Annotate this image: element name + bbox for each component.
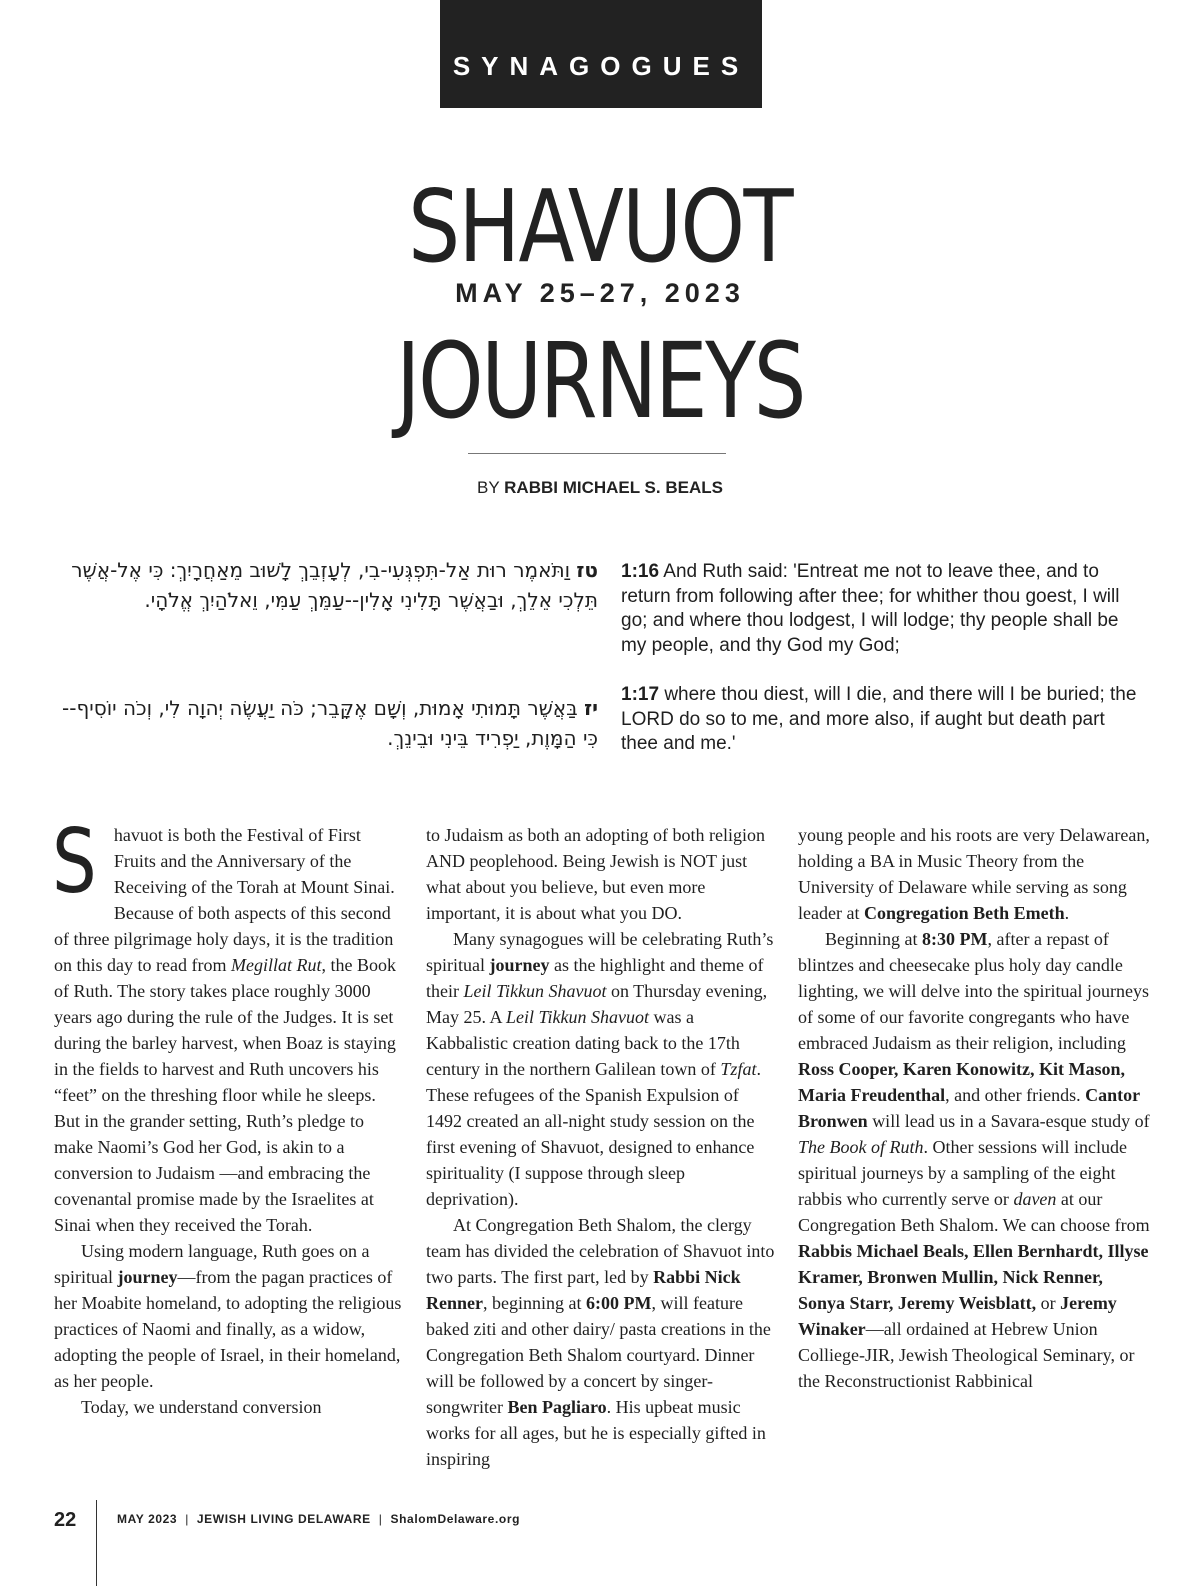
author-name: RABBI MICHAEL S. BEALS [504,478,723,497]
publication-name: JEWISH LIVING DELAWARE [196,1512,371,1526]
hebrew-verse-number: יז [584,696,598,720]
english-verse-17 [621,683,1141,757]
hebrew-verse-text: בַּאֲשֶׁר תָּמוּתִי אָמוּת, וְשָׁם אֶקָּבֵר; כֹּה יַעֲשֶׂה יְהוָה לִי, וְכֹה יוֹסִיף--כִּי הַמָּוֶת, יַפְרִיד בֵּינִי וּבֵינֵךְ. [62,696,598,750]
paragraph: Shavuot is both the Festival of First Fruits and the Anniversary of the Receiving of the Torah at Mount Sinai. Because of both aspects of this second of three pilgrimage holy days, it is the tradition on this day to read from Megillat Rut, the Book of Ruth. The story takes place roughly 3000 years ago during the rule of the Judges. It is set during the barley harvest, when Boaz is staying in the fields to harvest and Ruth uncovers his “feet” on the threshing floor while he sleeps. But in the grander setting, Ruth’s pledge to make Naomi’s God her God, is akin to a conversion to Judaism —and embracing the covenantal promise made by the Israelites at Sinai when they received the Torah. [52,810,396,1235]
page-number: 22 [54,1509,77,1531]
byline [0,478,1200,498]
article-column-2 [426,822,778,1472]
headline-line-1: SHAVUOT [408,168,792,285]
article-column-3 [798,822,1150,1394]
title-divider [468,453,726,454]
headline-line-2: JOURNEYS [396,320,804,442]
hebrew-verse-17 [60,693,598,753]
paragraph: Using modern language, Ruth goes on a spiritual journey—from the pagan practices of her Moabite homeland, to adopting the religious practices of Naomi and finally, as a widow, adopting the people of Israel, in their homeland, as her people. [54,1241,402,1391]
verse-reference: 1:17 [621,684,660,705]
footer-info [117,1512,520,1526]
paragraph: Many synagogues will be celebrating Ruth’s spiritual journey as the highlight and theme of their Leil Tikkun Shavuot on Thursday evening, May 25. A Leil Tikkun Shavuot was a Kabbalistic creation dating back to the 17th century in the northern Galilean town of Tzfat. These refugees of the Spanish Expulsion of 1492 created an all-night study session on the first evening of Shavuot, designed to enhance spirituality (I suppose through sleep deprivation). [426,929,774,1209]
event-dates: MAY 25–27, 2023 [455,278,745,308]
paragraph: Today, we understand conversion [81,1397,322,1417]
footer-divider [96,1500,97,1586]
paragraph: to Judaism as both an adopting of both religion AND peoplehood. Being Jewish is NOT just what about you believe, but even more important, it is about what you DO. [426,825,765,923]
drop-cap: S [52,810,97,913]
issue-date: MAY 2023 [117,1512,178,1526]
page-footer [0,1500,1200,1558]
website-link[interactable]: ShalomDelaware.org [390,1512,521,1526]
verse-text: where thou diest, will I die, and there will I be buried; the LORD do so to me, and more also, if aught but death part thee and me.' [621,684,1137,754]
byline-prefix: BY [477,478,500,497]
section-label: SYNAGOGUES [440,0,762,108]
paragraph: At Congregation Beth Shalom, the clergy team has divided the celebration of Shavuot into two parts. The first part, led by Rabbi Nick Renner, beginning at 6:00 PM, will feature baked ziti and other dairy/ pasta creations in the Congregation Beth Shalom courtyard. Dinner will be followed by a concert by singer-songwriter Ben Pagliaro. His upbeat music works for all ages, but he is especially gifted in inspiring [426,1215,775,1469]
article-column-1 [52,810,406,1420]
paragraph: Beginning at 8:30 PM, after a repast of blintzes and cheesecake plus holy day candle lighting, we will delve into the spiritual journeys of some of our favorite congregants who have embraced Judaism as their religion, including Ross Cooper, Karen Konowitz, Kit Mason, Maria Freudenthal, and other friends. Cantor Bronwen will lead us in a Savara-esque study of The Book of Ruth. Other sessions will include spiritual journeys by a sampling of the eight rabbis who currently serve or daven at our Congregation Beth Shalom. We can choose from Rabbis Michael Beals, Ellen Bernhardt, Illyse Kramer, Bronwen Mullin, Nick Renner, Sonya Starr, Jeremy Weisblatt, or Jeremy Winaker—all ordained at Hebrew Union Colliege-JIR, Jewish Theological Seminary, or the Reconstructionist Rabbinical [798,929,1150,1391]
hebrew-verse-number: טז [576,558,598,582]
separator: | [185,1512,189,1526]
hebrew-verse-text: וַתֹּאמֶר רוּת אַל-תִּפְגְּעִי-בִי, לְעָזְבֵךְ לָשׁוּב מֵאַחֲרָיִךְ: כִּי אֶל-אֲשֶׁר תֵּלְכִי אֵלֵךְ, וּבַאֲשֶׁר תָּלִינִי אָלִין--עַמֵּךְ עַמִּי, וֵאלֹהַיִךְ אֱלֹהָי. [71,558,598,612]
hebrew-verse-16 [60,555,598,615]
verse-text: And Ruth said: 'Entreat me not to leave thee, and to return from following after thee; for whither thou goest, I will go; and where thou lodgest, I will lodge; thy people shall be my people, and thy God my God; [621,561,1120,656]
separator: | [378,1512,383,1526]
verse-reference: 1:16 [621,561,660,582]
english-verse-16 [621,560,1141,658]
paragraph: young people and his roots are very Delawarean, holding a BA in Music Theory from the University of Delaware while serving as song leader at Congregation Beth Emeth. [798,825,1150,923]
